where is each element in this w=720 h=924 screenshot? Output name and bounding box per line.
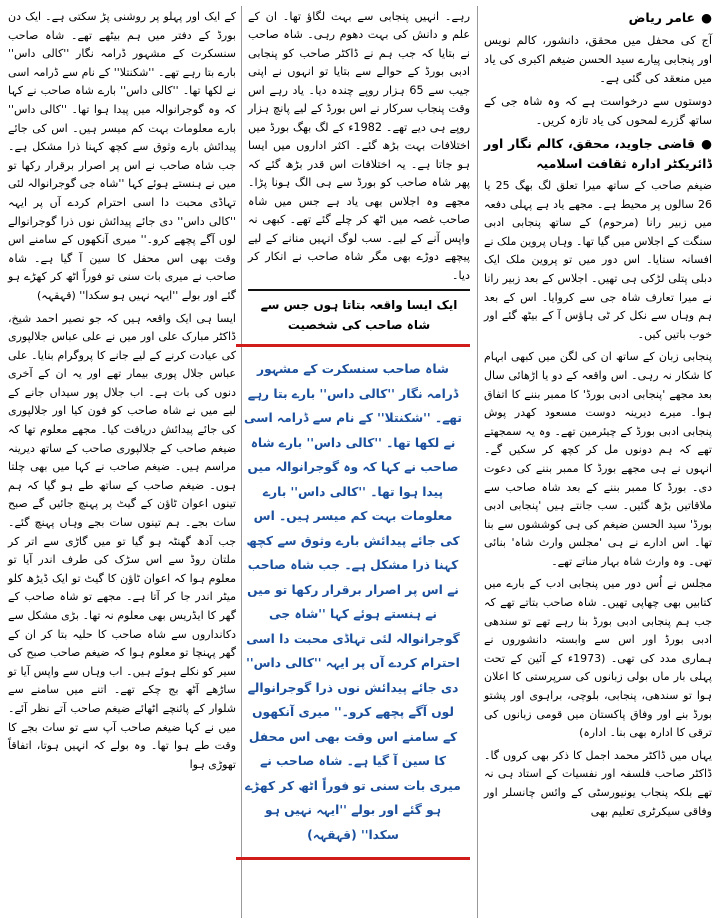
subtitle-rule [248, 289, 470, 291]
paragraph: مجلس نے اُس دور میں پنجابی ادب کے بارے میں کتابیں بھی چھاپی تھیں۔ شاہ صاحب بتاتے تھے کہ جب ہم پنجابی ادبی بورڈ بنا رہے تھے تو سندھی ادبی بورڈ اور اس سے وابستہ دانشوروں نے ہماری مدد کی تھی۔ (1973ء کے آئین کے تحت پہلی بار ماں بولی زبانوں کی سرپرستی کا اعلان ہوا تو سندھی، پنجابی، بلوچی، براہوی اور پشتو بورڈ بنے اور وفاق پاکستان میں قومی زبانوں کی ترقی کا ادارہ بھی بنا۔ ادارہ) [484, 577, 712, 740]
paragraph: یہاں میں ڈاکٹر محمد اجمل کا ذکر بھی کروں گا۔ ڈاکٹر صاحب فلسفہ اور نفسیات کے استاد ہی نہ تھے بلکہ پنجاب یونیورسٹی کے وائس چانسلر اور وفاقی سیکرٹری تعلیم بھی [484, 748, 712, 818]
speaker-heading [484, 8, 712, 28]
subtitle: ایک ایسا واقعہ بتاتا ہوں جس سے شاہ صاحب کی شخصیت [260, 298, 458, 333]
right-column [484, 8, 712, 825]
paragraph: ایسا ہی ایک واقعہ ہیں کہ جو نصیر احمد شیخ، ڈاکٹر مبارک علی اور میں نے علی عباس جلالپوری کی عیادت کرنے کے لیے جانے کا پروگرام بنایا۔ علی عباس جلال پوری بیمار تھے اور یہ ان کے آخری دنوں کی بات ہے۔ اب جلال پور سیداں جانے کے لیے میں نے شاہ صاحب کو فون کیا اور جلالپوری کی جائے پیدائش دریافت کیا۔ مجھے معلوم تھا کہ ضیغم صاحب کے جلالپوری صاحب کے ساتھ دیرینہ مراسم ہیں۔ ضیغم صاحب نے کہا میں بھی چلتا ہوں۔ ضیغم صاحب کے ساتھ طے ہو گیا کہ ہم تینوں اعوان ٹاؤن کے گیٹ پر پہنچ جائیں گے صبح سات بجے۔ ہم تینوں سات بجے وہاں پہنچ گئے۔ جب آدھ گھنٹہ ہو گیا تو میں گاڑی سے اتر کر ملتان روڈ سے اس سڑک کی طرف اندر آیا تو معلوم ہوا کہ اعوان ٹاؤن کا گیٹ تو ایک ڈیڑھ کلو میٹر اندر جا کر آتا ہے۔ مجھے تو شاہ صاحب کے گھر کا ایڈریس بھی معلوم نہ تھا۔ بڑی مشکل سے دکانداروں سے شاہ صاحب کا حلیہ بتا کر ان کے گھر پہنچا تو معلوم ہوا کہ ضیغم صاحب صبح کی سیر کو نکلے ہوئے ہیں۔ اب وہاں سے واپس آیا تو ساڑھے آٹھ بج چکے تھے۔ اتنے میں سامنے سے شلوار کے پائنچے اٹھائے ضیغم صاحب آتے نظر آئے۔ میں نے کہا ضیغم صاحب آپ سے تو سات بجے کا وقت طے ہوا تھا۔ وہ بولے کہ انہیں ہوتا، اتفاقاً تھوڑی ہوا [8, 311, 236, 771]
pull-quote-text: شاہ صاحب سنسکرت کے مشہور ڈرامہ نگار ''کالی داس'' بارے بتا رہے تھے۔ ''شکنتلا'' کے نام سے ڈرامہ اسی نے لکھا تھا۔ ''کالی داس'' بارے شاہ صاحب نے کہا کہ وہ گوجرانوالہ میں پیدا ہوا تھا۔ ''کالی داس'' بارے معلومات بہت کم میسر ہیں۔ اس کی جائے پیدائش بارے وثوق سے کچھ کہنا ذرا مشکل ہے۔ جب شاہ صاحب نے اس پر اصرار برقرار رکھا تو میں نے ہنستے ہوئے کہا ''شاہ جی گوجرانوالہ لئی تہاڈی محبت دا اسی احترام کردے آں پر ایہہ ''کالی داس'' دی جائے پیدائش نوں ذرا گوجرانوالے لوں آگے پچھے کرو۔'' میری آنکھوں کے سامنے اس وقت بھی اس محفل کا سین آ گیا ہے۔ شاہ صاحب نے میری بات سنی تو فوراً اٹھ کر کھڑے ہو گئے اور بولے ''ایہہ نہیں ہو سکدا'' (قہقہہ) [244, 362, 462, 842]
paragraph: دوستوں سے درخواست ہے کہ وہ شاہ جی کے ساتھ گزرے لمحوں کی یاد تازہ کریں۔ [484, 94, 712, 127]
bullet-icon: ● [701, 136, 712, 151]
speaker-name: عامر ریاض [628, 10, 696, 25]
speaker-heading [484, 134, 712, 174]
paragraph: آج کی محفل میں محقق، دانشور، کالم نویس اور پنجابی پیارے سید الحسن ضیغم اکبری کی یاد میں منعقد کی گئی ہے۔ [484, 33, 712, 85]
pull-quote [236, 344, 470, 864]
left-column [8, 8, 236, 778]
paragraph: ضیغم صاحب کے ساتھ میرا تعلق لگ بھگ 25 یا 26 سالوں پر محیط ہے۔ مجھے یاد ہے پہلی دفعہ میں زبیر رانا (مرحوم) کے ساتھ پنجابی ادبی سنگت کے اجلاس میں گیا تھا۔ وہاں پروین ملک نے افسانہ سنایا۔ اس دور میں تو پروین ملک ایک دبلی پتلی لڑکی ہی تھیں۔ اجلاس کے بعد زبیر رانا نے میرا تعارف شاہ جی سے کروایا۔ اس کے بعد ہم وہاں سے نکل کر ٹی ہاؤس آ کے بیٹھ گئے اور خوب باتیں کیں۔ [484, 179, 712, 341]
pull-quote-bottom-rule [236, 857, 470, 860]
paragraph: کے ایک اور پہلو پر روشنی پڑ سکتی ہے۔ ایک دن بورڈ کے دفتر میں ہم بیٹھے تھے۔ شاہ صاحب سنسکرت کے مشہور ڈرامہ نگار ''کالی داس'' بارے بتا رہے تھے۔ ''شکنتلا'' کے نام سے ڈرامہ اسی نے لکھا تھا۔ ''کالی داس'' بارے شاہ صاحب نے کہا کہ وہ گوجرانوالہ میں پیدا ہوا تھا۔ ''کالی داس'' بارے معلومات بہت کم میسر ہیں۔ اس کی جائے پیدائش بارے وثوق سے کچھ کہنا ذرا مشکل ہے۔ جب شاہ صاحب نے اس پر اصرار برقرار رکھا تو میں نے ہنستے ہوئے کہا ''شاہ جی گوجرانوالہ لئی تہاڈی محبت دا اسی احترام کردے آں پر ایہہ ''کالی داس'' دی جائے پیدائش نوں ذرا گوجرانوالے لوں آگے پچھے کرو۔'' میری آنکھوں کے سامنے اس وقت بھی اس محفل کا سین آ گیا ہے۔ شاہ صاحب نے میری بات سنی تو فوراً اٹھ کر کھڑے ہو گئے اور بولے ''ایہہ نہیں ہو سکدا'' (قہقہہ) [8, 10, 236, 302]
column-divider-right [477, 6, 478, 918]
bullet-icon: ● [701, 10, 712, 25]
speaker-name: قاضی جاوید، محقق، کالم نگار اور ڈائریکٹر ادارہ ثقافت اسلامیہ [484, 136, 712, 171]
paragraph: رہے۔ انہیں پنجابی سے بہت لگاؤ تھا۔ ان کے علم و دانش کی بہت دھوم رہی۔ شاہ صاحب نے بتایا کہ جب ہم نے ڈاکٹر صاحب کو پنجابی ادبی بورڈ کے حوالے سے بتایا تو انہوں نے اپنی جیب سے 65 ہزار روپے چندہ دیا۔ یاد رہے اس وقت پنجاب سرکار نے اس بورڈ کے لیے پانچ ہزار روپے ہی دیے تھے۔ 1982ء کے لگ بھگ بورڈ میں اختلافات بہت بڑھ گئے۔ اکثر اداروں میں ایسا ہو جاتا ہے۔ یہ اختلافات اس قدر بڑھ گئے کہ پھر شاہ صاحب کو بورڈ سے ہی الگ ہونا پڑا۔ مجھے وہ اجلاس بھی یاد ہے جس میں شاہ صاحب غصہ میں اٹھ کر چلے گئے تھے۔ کبھی نہ واپس آنے کے لیے۔ سب لوگ انہیں منانے کے لیے پیچھے دوڑے بھی مگر شاہ صاحب نے انکار کر دیا۔ [248, 10, 470, 282]
paragraph: پنجابی زبان کے ساتھ ان کی لگن میں کبھی ابہام کا شکار نہ رہی۔ اس واقعہ کے دو یا اڑھائی سال بعد مجھے 'پنجابی ادبی بورڈ' کا ممبر بننے کا اتفاق ہوا۔ میرے دیرینہ دوست مسعود کھدر پوش پنجابی ادبی بورڈ کے چیئرمین تھے۔ وہ یہ سمجھتے تھے کہ ہم دونوں مل کر کچھ کر سکیں گے۔ انہوں نے ہی مجھے بورڈ کا ممبر بننے کی دعوت دی۔ بورڈ کا ممبر بننے کے بعد شاہ صاحب سے ملاقاتیں بڑھ گئیں۔ سب جانتے ہیں 'پنجابی ادبی بورڈ' سید الحسن ضیغم کی ہی کوششوں سے بنا تھا۔ اس ادارے نے ہی 'مجلس وارث شاہ' بنائی تھی۔ وہ وارث شاہ بہار مناتے تھے۔ [484, 350, 712, 568]
middle-column [248, 8, 470, 338]
